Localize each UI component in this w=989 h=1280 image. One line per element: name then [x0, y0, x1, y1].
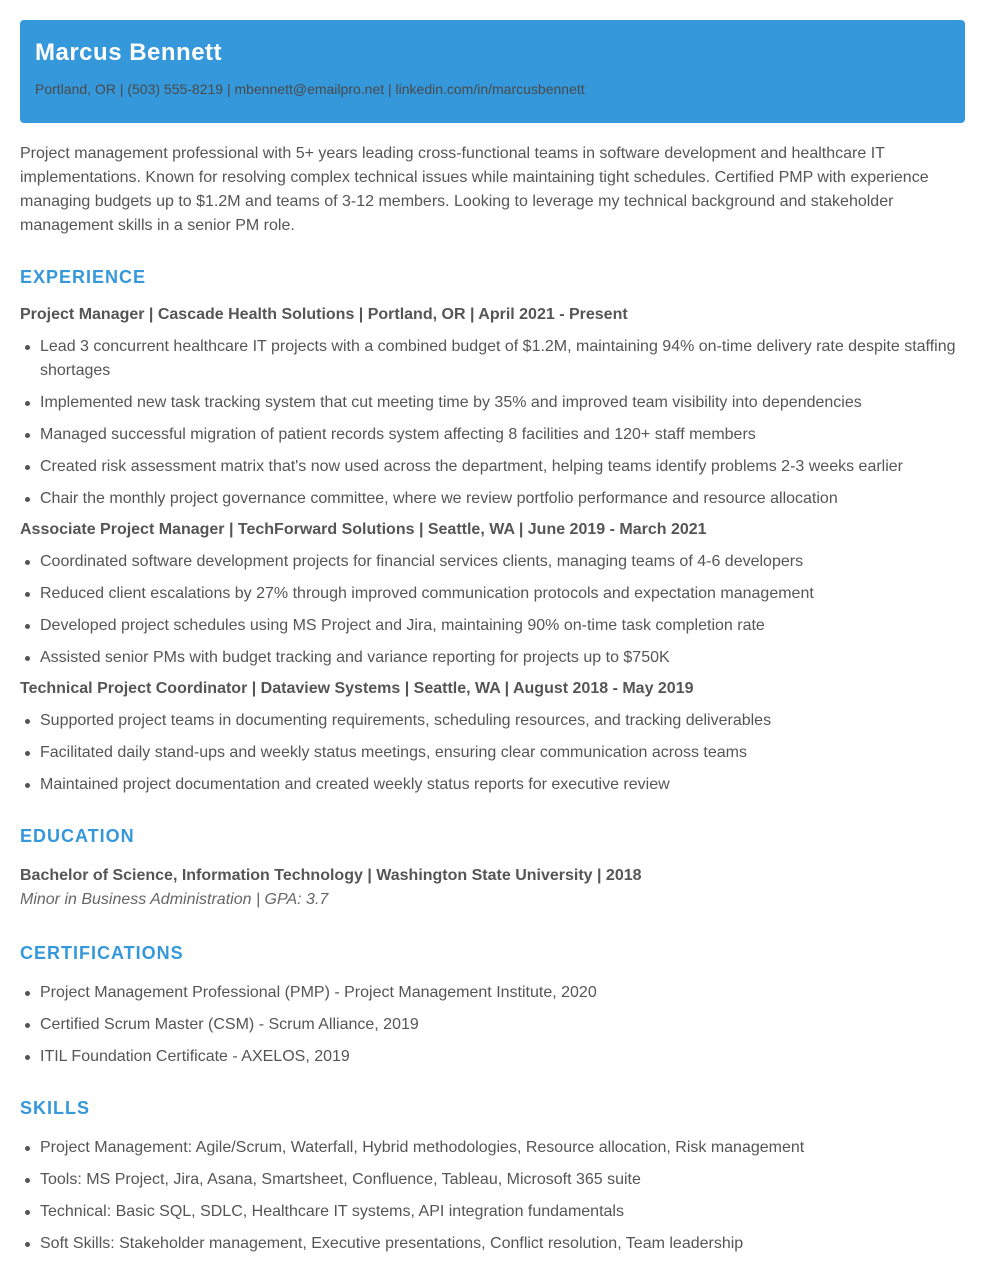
section-title-experience: EXPERIENCE	[20, 267, 147, 287]
list-item: Managed successful migration of patient records system affecting 8 facilities and 120+ staff members	[20, 423, 965, 447]
section-title-skills: SKILLS	[20, 1098, 91, 1118]
list-item: Lead 3 concurrent healthcare IT projects with a combined budget of $1.2M, maintaining 94% on-time delivery rate despite staffing shortages	[20, 335, 965, 383]
certifications-section	[20, 942, 965, 1069]
section-title-certifications: CERTIFICATIONS	[20, 943, 184, 963]
list-item: Maintained project documentation and created weekly status reports for executive review	[20, 773, 965, 797]
list-item: Project Management Professional (PMP) - Project Management Institute, 2020	[20, 981, 965, 1005]
certifications-list	[20, 981, 965, 1069]
experience-section	[20, 266, 965, 797]
list-item: Facilitated daily stand-ups and weekly status meetings, ensuring clear communication across teams	[20, 741, 965, 765]
list-item: Created risk assessment matrix that's now used across the department, helping teams identify problems 2-3 weeks earlier	[20, 455, 965, 479]
list-item: Technical: Basic SQL, SDLC, Healthcare IT systems, API integration fundamentals	[20, 1200, 965, 1224]
professional-summary: Project management professional with 5+ years leading cross-functional teams in software development and healthcare IT implementations. Known for resolving complex technical issues while maintaining tight schedules. Certified PMP with experience managing budgets up to $1.2M and teams of 3-12 members. Looking to leverage my technical background and stakeholder management skills in a senior PM role.	[20, 145, 929, 234]
contact-info: Portland, OR | (503) 555-8219 | mbennett@emailpro.net | linkedin.com/in/marcusbennett	[35, 81, 585, 97]
section-title-education: EDUCATION	[20, 826, 135, 846]
list-item: Tools: MS Project, Jira, Asana, Smartsheet, Confluence, Tableau, Microsoft 365 suite	[20, 1168, 965, 1192]
list-item: Assisted senior PMs with budget tracking and variance reporting for projects up to $750K	[20, 646, 965, 670]
list-item: Chair the monthly project governance committee, where we review portfolio performance and resource allocation	[20, 487, 965, 511]
list-item: Coordinated software development projects for financial services clients, managing teams of 4-6 developers	[20, 550, 965, 574]
list-item: Reduced client escalations by 27% through improved communication protocols and expectation management	[20, 582, 965, 606]
education-section	[20, 825, 965, 912]
list-item: Supported project teams in documenting requirements, scheduling resources, and tracking deliverables	[20, 709, 965, 733]
job-entry	[20, 519, 965, 670]
skills-list	[20, 1136, 965, 1256]
degree-details: Minor in Business Administration | GPA: 3.7	[20, 891, 329, 908]
list-item: Project Management: Agile/Scrum, Waterfall, Hybrid methodologies, Resource allocation, Risk management	[20, 1136, 965, 1160]
skills-section	[20, 1097, 965, 1256]
list-item: Certified Scrum Master (CSM) - Scrum Alliance, 2019	[20, 1013, 965, 1037]
job-title: Project Manager | Cascade Health Solutions | Portland, OR | April 2021 - Present	[20, 306, 628, 323]
job-entry	[20, 678, 965, 797]
job-title: Technical Project Coordinator | Dataview Systems | Seattle, WA | August 2018 - May 2019	[20, 680, 694, 697]
job-title: Associate Project Manager | TechForward Solutions | Seattle, WA | June 2019 - March 2021	[20, 521, 707, 538]
resume-header	[20, 20, 965, 123]
job-bullets	[20, 709, 965, 797]
candidate-name: Marcus Bennett	[35, 39, 223, 66]
job-bullets	[20, 550, 965, 670]
list-item: Implemented new task tracking system that cut meeting time by 35% and improved team visibility into dependencies	[20, 391, 965, 415]
list-item: Developed project schedules using MS Project and Jira, maintaining 90% on-time task completion rate	[20, 614, 965, 638]
list-item: ITIL Foundation Certificate - AXELOS, 2019	[20, 1045, 965, 1069]
degree-line: Bachelor of Science, Information Technology | Washington State University | 2018	[20, 867, 642, 884]
list-item: Soft Skills: Stakeholder management, Executive presentations, Conflict resolution, Team leadership	[20, 1232, 965, 1256]
job-bullets	[20, 335, 965, 511]
job-entry	[20, 304, 965, 511]
